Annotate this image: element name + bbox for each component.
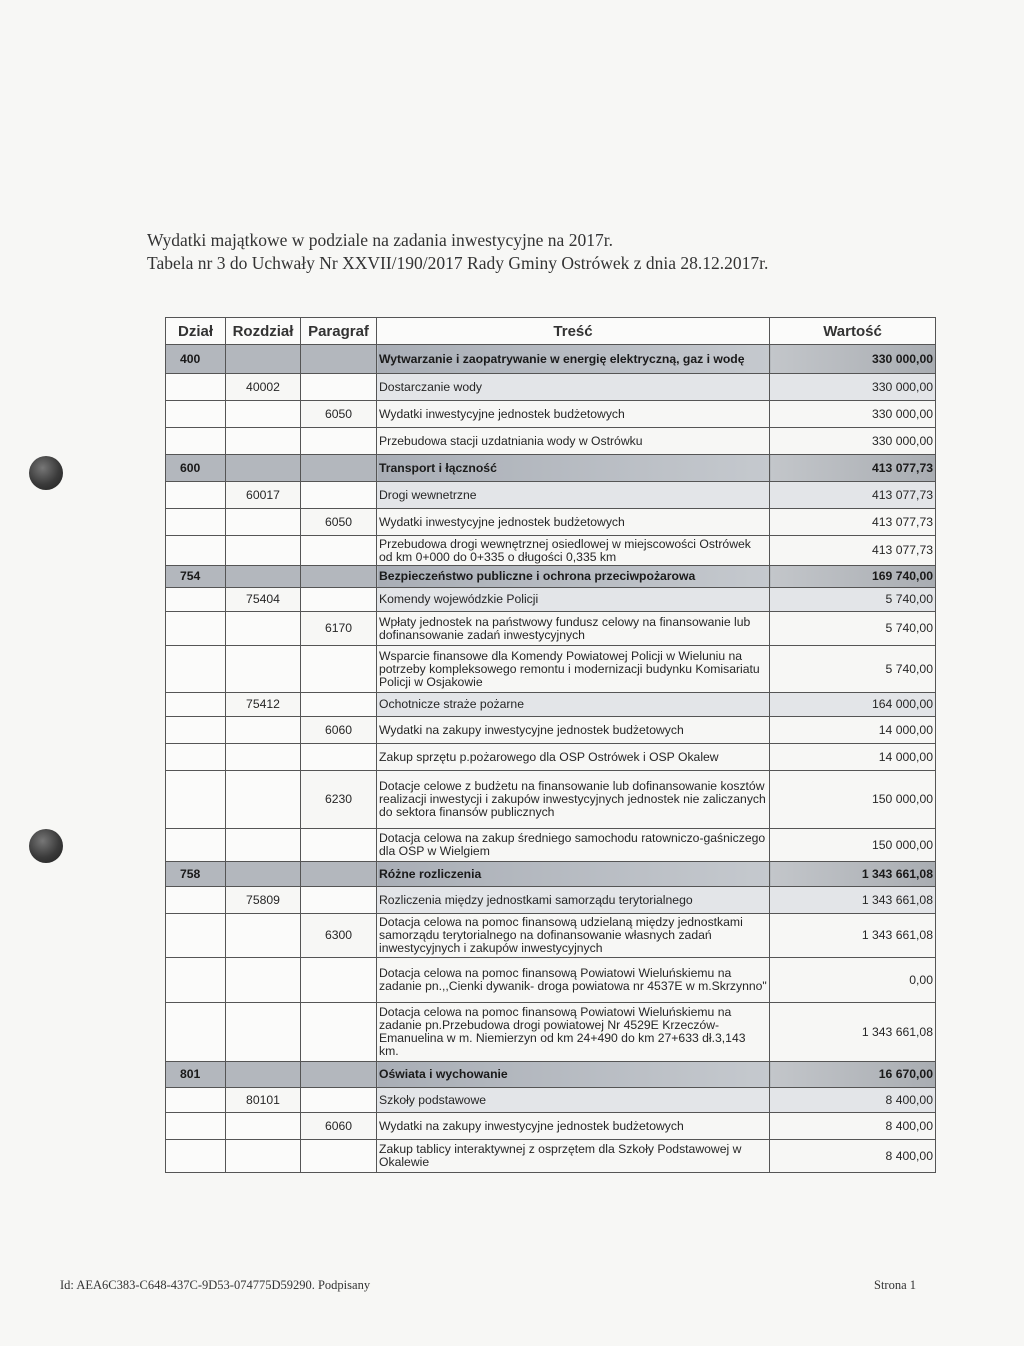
cell-dzial: 754 (166, 566, 226, 588)
cell-tresc: Wydatki na zakupy inwestycyjne jednostek budżetowych (377, 717, 770, 744)
cell-tresc: Transport i łączność (377, 455, 770, 482)
cell-dzial: 600 (166, 455, 226, 482)
cell-tresc: Oświata i wychowanie (377, 1062, 770, 1088)
table-row (166, 1140, 936, 1173)
cell-paragraf (301, 455, 377, 482)
table-row (166, 1113, 936, 1140)
header-dzial: Dział (166, 318, 226, 345)
cell-paragraf: 6060 (301, 717, 377, 744)
document-heading (147, 229, 768, 275)
cell-dzial (166, 536, 226, 566)
cell-dzial (166, 829, 226, 862)
cell-tresc: Wpłaty jednostek na państwowy fundusz celowy na finansowanie lub dofinansowanie zadań inwestycyjnych (377, 612, 770, 646)
cell-dzial (166, 1113, 226, 1140)
cell-dzial (166, 1088, 226, 1113)
cell-rozdzial: 80101 (226, 1088, 301, 1113)
cell-dzial (166, 771, 226, 829)
cell-tresc: Wydatki inwestycyjne jednostek budżetowych (377, 401, 770, 428)
cell-tresc: Zakup tablicy interaktywnej z osprzętem dla Szkoły Podstawowej w Okalewie (377, 1140, 770, 1173)
cell-wartosc: 8 400,00 (770, 1088, 936, 1113)
cell-wartosc: 169 740,00 (770, 566, 936, 588)
cell-rozdzial (226, 862, 301, 887)
cell-wartosc: 16 670,00 (770, 1062, 936, 1088)
cell-tresc: Wydatki inwestycyjne jednostek budżetowych (377, 509, 770, 536)
cell-wartosc: 150 000,00 (770, 771, 936, 829)
cell-tresc: Wydatki na zakupy inwestycyjne jednostek budżetowych (377, 1113, 770, 1140)
cell-dzial (166, 588, 226, 612)
cell-rozdzial (226, 509, 301, 536)
cell-dzial (166, 401, 226, 428)
cell-tresc: Przebudowa stacji uzdatniania wody w Ostrówku (377, 428, 770, 455)
cell-tresc: Szkoły podstawowe (377, 1088, 770, 1113)
table-row (166, 428, 936, 455)
cell-wartosc: 150 000,00 (770, 829, 936, 862)
cell-paragraf: 6050 (301, 509, 377, 536)
cell-wartosc: 5 740,00 (770, 646, 936, 693)
table-row (166, 717, 936, 744)
page-number: Strona 1 (874, 1278, 917, 1292)
cell-paragraf (301, 744, 377, 771)
cell-tresc: Różne rozliczenia (377, 862, 770, 887)
cell-wartosc: 8 400,00 (770, 1113, 936, 1140)
table-row-rozdzial (166, 482, 936, 509)
cell-tresc: Ochotnicze straże pożarne (377, 693, 770, 717)
cell-rozdzial (226, 455, 301, 482)
cell-wartosc: 1 343 661,08 (770, 887, 936, 914)
cell-paragraf (301, 1140, 377, 1173)
table-row-rozdzial (166, 588, 936, 612)
cell-paragraf (301, 1003, 377, 1062)
cell-dzial (166, 887, 226, 914)
cell-rozdzial (226, 914, 301, 958)
cell-paragraf (301, 588, 377, 612)
table-row (166, 771, 936, 829)
table-row (166, 509, 936, 536)
cell-tresc: Rozliczenia między jednostkami samorządu terytorialnego (377, 887, 770, 914)
cell-dzial (166, 914, 226, 958)
cell-paragraf (301, 482, 377, 509)
document-id: Id: AEA6C383-C648-437C-9D53-074775D59290. Podpisany (60, 1278, 371, 1292)
cell-rozdzial (226, 1003, 301, 1062)
cell-paragraf: 6050 (301, 401, 377, 428)
cell-paragraf (301, 862, 377, 887)
cell-paragraf (301, 1062, 377, 1088)
cell-rozdzial (226, 829, 301, 862)
cell-dzial (166, 1140, 226, 1173)
table-row-rozdzial (166, 693, 936, 717)
cell-rozdzial (226, 345, 301, 374)
cell-paragraf (301, 1088, 377, 1113)
table-row (166, 646, 936, 693)
cell-paragraf: 6230 (301, 771, 377, 829)
cell-rozdzial (226, 612, 301, 646)
cell-rozdzial: 60017 (226, 482, 301, 509)
table-row (166, 958, 936, 1003)
cell-rozdzial: 75809 (226, 887, 301, 914)
table-row (166, 612, 936, 646)
header-tresc: Treść (377, 318, 770, 345)
cell-wartosc: 1 343 661,08 (770, 914, 936, 958)
cell-tresc: Przebudowa drogi wewnętrznej osiedlowej w miejscowości Ostrówek od km 0+000 do 0+335 o długości 0,335 km (377, 536, 770, 566)
cell-dzial (166, 958, 226, 1003)
punch-hole-top (29, 456, 63, 490)
cell-rozdzial (226, 646, 301, 693)
cell-wartosc: 5 740,00 (770, 588, 936, 612)
cell-paragraf: 6060 (301, 1113, 377, 1140)
cell-tresc: Dostarczanie wody (377, 374, 770, 401)
cell-tresc: Drogi wewnetrzne (377, 482, 770, 509)
cell-tresc: Bezpieczeństwo publiczne i ochrona przeciwpożarowa (377, 566, 770, 588)
cell-wartosc: 0,00 (770, 958, 936, 1003)
cell-dzial (166, 428, 226, 455)
cell-tresc: Dotacja celowa na pomoc finansową Powiatowi Wieluńskiemu na zadanie pn.,,Cienki dywanik- droga powiatowa nr 4537E w m.Skrzynno" (377, 958, 770, 1003)
cell-dzial (166, 612, 226, 646)
cell-wartosc: 14 000,00 (770, 717, 936, 744)
table-row-dzial (166, 862, 936, 887)
table-header-row (166, 318, 936, 345)
table-row-dzial (166, 345, 936, 374)
table-row (166, 914, 936, 958)
cell-wartosc: 413 077,73 (770, 482, 936, 509)
cell-tresc: Dotacja celowa na pomoc finansową udzielaną między jednostkami samorządu terytorialnego na dofinansowanie własnych zadań inwestycyjnych i zakupów inwestycyjnych (377, 914, 770, 958)
cell-wartosc: 413 077,73 (770, 455, 936, 482)
cell-dzial (166, 717, 226, 744)
cell-paragraf (301, 428, 377, 455)
cell-tresc: Zakup sprzętu p.pożarowego dla OSP Ostrówek i OSP Okalew (377, 744, 770, 771)
cell-rozdzial: 40002 (226, 374, 301, 401)
cell-wartosc: 330 000,00 (770, 374, 936, 401)
cell-rozdzial (226, 1062, 301, 1088)
cell-paragraf (301, 693, 377, 717)
cell-wartosc: 330 000,00 (770, 428, 936, 455)
cell-paragraf (301, 958, 377, 1003)
header-rozdzial: Rozdział (226, 318, 301, 345)
cell-rozdzial (226, 771, 301, 829)
cell-tresc: Komendy wojewódzkie Policji (377, 588, 770, 612)
cell-wartosc: 8 400,00 (770, 1140, 936, 1173)
cell-rozdzial (226, 401, 301, 428)
cell-wartosc: 1 343 661,08 (770, 1003, 936, 1062)
cell-dzial (166, 509, 226, 536)
cell-rozdzial (226, 566, 301, 588)
heading-line-1: Wydatki majątkowe w podziale na zadania inwestycyjne na 2017r. (147, 230, 613, 250)
cell-rozdzial (226, 428, 301, 455)
cell-tresc: Dotacja celowa na zakup średniego samochodu ratowniczo-gaśniczego dla OSP w Wielgiem (377, 829, 770, 862)
cell-paragraf (301, 536, 377, 566)
cell-paragraf (301, 829, 377, 862)
punch-hole-bottom (29, 829, 63, 863)
table-row-rozdzial (166, 887, 936, 914)
cell-rozdzial (226, 1113, 301, 1140)
table-row-rozdzial (166, 374, 936, 401)
cell-dzial: 400 (166, 345, 226, 374)
cell-wartosc: 330 000,00 (770, 345, 936, 374)
table-row-dzial (166, 566, 936, 588)
cell-wartosc: 5 740,00 (770, 612, 936, 646)
cell-wartosc: 1 343 661,08 (770, 862, 936, 887)
cell-rozdzial (226, 744, 301, 771)
cell-tresc: Wsparcie finansowe dla Komendy Powiatowej Policji w Wieluniu na potrzeby kompleksowego remontu i modernizacji budynku Komisariatu Policji w Osjakowie (377, 646, 770, 693)
cell-dzial (166, 1003, 226, 1062)
table-row (166, 401, 936, 428)
cell-paragraf (301, 374, 377, 401)
cell-paragraf (301, 646, 377, 693)
cell-dzial (166, 482, 226, 509)
cell-rozdzial (226, 717, 301, 744)
table-row-rozdzial (166, 1088, 936, 1113)
cell-wartosc: 413 077,73 (770, 509, 936, 536)
cell-paragraf (301, 345, 377, 374)
table-row (166, 744, 936, 771)
investment-table (165, 317, 936, 1173)
cell-rozdzial (226, 958, 301, 1003)
cell-wartosc: 164 000,00 (770, 693, 936, 717)
cell-wartosc: 14 000,00 (770, 744, 936, 771)
table-row (166, 829, 936, 862)
header-paragraf: Paragraf (301, 318, 377, 345)
heading-line-2: Tabela nr 3 do Uchwały Nr XXVII/190/2017 Rady Gminy Ostrówek z dnia 28.12.2017r. (147, 253, 769, 273)
header-wartosc: Wartość (770, 318, 936, 345)
cell-tresc: Dotacje celowe z budżetu na finansowanie lub dofinansowanie kosztów realizacji inwestycji i zakupów inwestycyjnych jednostek nie zaliczanych do sektora finansów publicznych (377, 771, 770, 829)
cell-rozdzial (226, 1140, 301, 1173)
cell-paragraf: 6300 (301, 914, 377, 958)
cell-dzial: 758 (166, 862, 226, 887)
cell-wartosc: 413 077,73 (770, 536, 936, 566)
cell-paragraf (301, 566, 377, 588)
cell-dzial (166, 693, 226, 717)
cell-rozdzial: 75404 (226, 588, 301, 612)
cell-paragraf (301, 887, 377, 914)
cell-dzial (166, 744, 226, 771)
cell-rozdzial (226, 536, 301, 566)
cell-tresc: Wytwarzanie i zaopatrywanie w energię elektryczną, gaz i wodę (377, 345, 770, 374)
cell-paragraf: 6170 (301, 612, 377, 646)
cell-dzial (166, 646, 226, 693)
cell-wartosc: 330 000,00 (770, 401, 936, 428)
cell-rozdzial: 75412 (226, 693, 301, 717)
cell-dzial: 801 (166, 1062, 226, 1088)
cell-dzial (166, 374, 226, 401)
cell-tresc: Dotacja celowa na pomoc finansową Powiatowi Wieluńskiemu na zadanie pn.Przebudowa drogi powiatowej Nr 4529E Krzeczów-Emanuelina w m. Niemierzyn od km 24+490 do km 27+633 dł.3,143 km. (377, 1003, 770, 1062)
table-row-dzial (166, 455, 936, 482)
table-row-dzial (166, 1062, 936, 1088)
table-row (166, 1003, 936, 1062)
table-row (166, 536, 936, 566)
